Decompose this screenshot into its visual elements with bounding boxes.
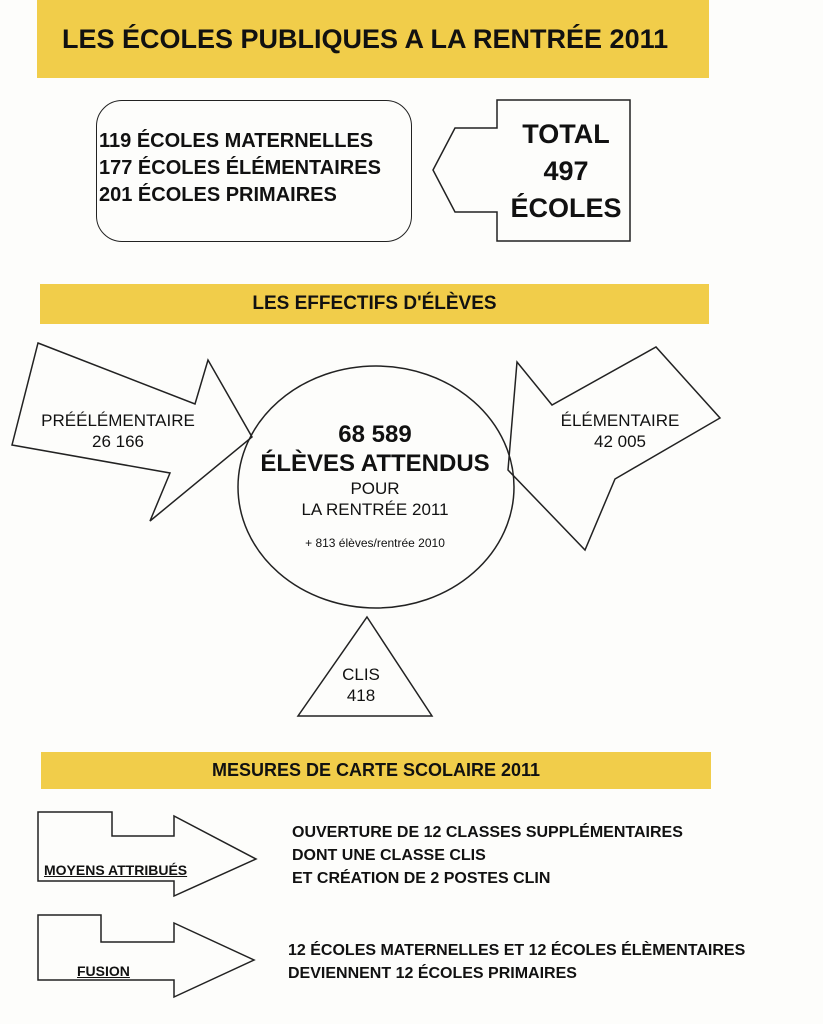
schools-line-primaires: 201 ÉCOLES PRIMAIRES <box>99 184 337 206</box>
page-title: LES ÉCOLES PUBLIQUES A LA RENTRÉE 2011 <box>62 23 669 54</box>
schools-line-maternelles: 119 ÉCOLES MATERNELLES <box>99 130 374 152</box>
moyens-line-3: ET CRÉATION DE 2 POSTES CLIN <box>292 870 551 887</box>
elementaire-value: 42 005 <box>594 432 646 451</box>
total-schools <box>500 116 632 227</box>
moyens-line-2: DONT UNE CLASSE CLIS <box>292 847 486 864</box>
elementaire-label: ÉLÉMENTAIRE <box>560 411 680 430</box>
total-value: 497 <box>543 156 589 186</box>
clis-label: CLIS <box>342 665 380 684</box>
moyens-arrow-shape <box>38 812 256 896</box>
moyens-description <box>292 821 683 890</box>
elementaire-label-group <box>535 410 705 452</box>
moyens-line-1: OUVERTURE DE 12 CLASSES SUPPLÉMENTAIRES <box>292 824 683 841</box>
mesures-heading-band <box>41 752 711 789</box>
fusion-label: FUSION <box>77 963 130 979</box>
center-total-label: ÉLÈVES ATTENDUS <box>260 450 490 477</box>
effectifs-heading: LES EFFECTIFS D'ÉLÈVES <box>252 293 497 314</box>
clis-label-group <box>316 664 406 706</box>
fusion-description <box>288 939 745 985</box>
moyens-label: MOYENS ATTRIBUÉS <box>44 862 188 878</box>
mesures-heading: MESURES DE CARTE SCOLAIRE 2011 <box>211 760 541 780</box>
fusion-line-2: DEVIENNENT 12 ÉCOLES PRIMAIRES <box>288 965 577 982</box>
fusion-arrow-shape <box>38 915 254 997</box>
center-total-group <box>240 420 510 550</box>
preelementaire-label-group <box>18 410 218 452</box>
fusion-line-1: 12 ÉCOLES MATERNELLES ET 12 ÉCOLES ÉLÈMENTAIRES <box>288 942 746 959</box>
center-sub-line2: LA RENTRÉE 2011 <box>301 500 449 519</box>
clis-value: 418 <box>346 686 376 705</box>
schools-line-elementaires: 177 ÉCOLES ÉLÉMENTAIRES <box>99 157 381 179</box>
effectifs-heading-band <box>40 284 709 324</box>
preelementaire-value: 26 166 <box>92 432 144 451</box>
total-unit: ÉCOLES <box>510 193 622 223</box>
center-sub-line1: POUR <box>350 479 400 498</box>
center-total-number: 68 589 <box>338 421 412 448</box>
total-label: TOTAL <box>522 119 610 149</box>
center-note: + 813 élèves/rentrée 2010 <box>305 536 445 550</box>
preelementaire-label: PRÉÉLÉMENTAIRE <box>41 411 195 430</box>
